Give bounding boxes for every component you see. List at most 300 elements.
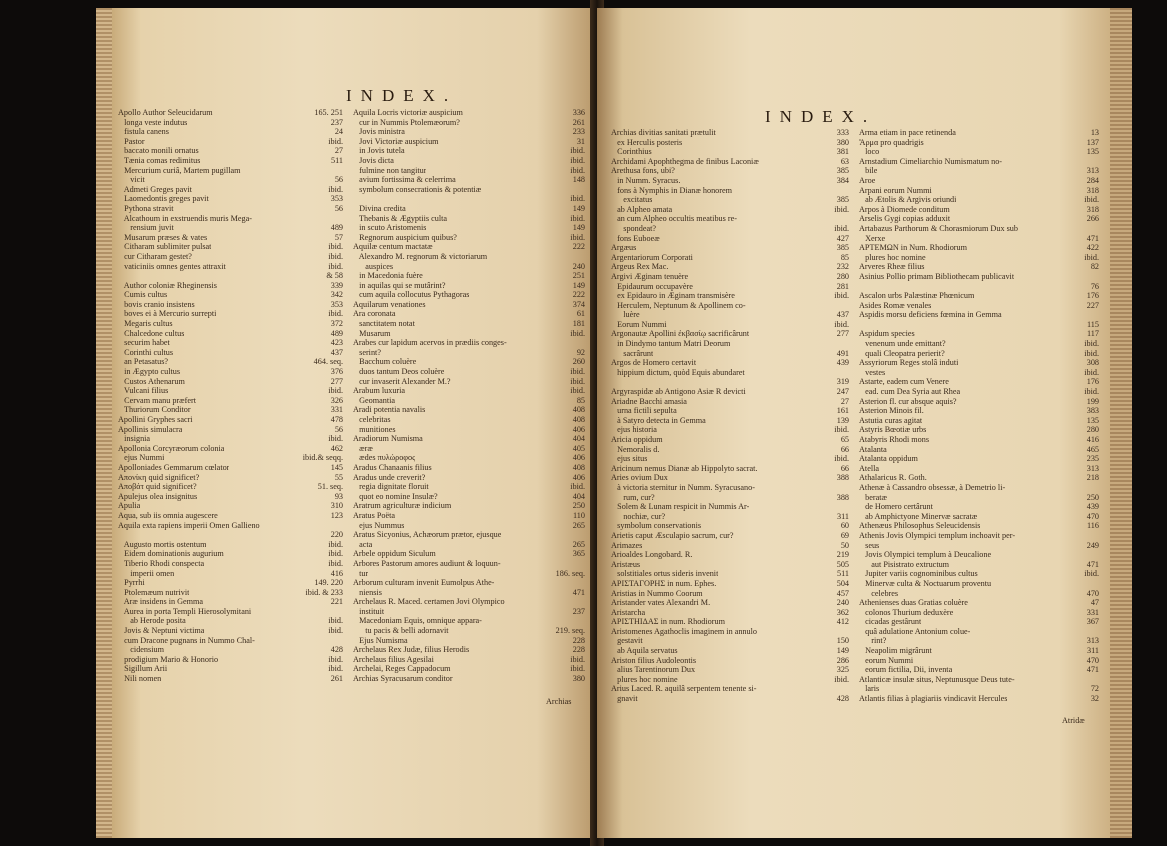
index-entry bbox=[611, 416, 849, 426]
index-entry bbox=[859, 339, 1099, 349]
index-term: Bacchum coluère bbox=[353, 357, 417, 367]
index-entry bbox=[118, 444, 343, 454]
left-column-1 bbox=[118, 108, 343, 684]
index-term: avium fortissima & celerrima bbox=[353, 175, 456, 185]
index-entry bbox=[353, 194, 585, 204]
index-page-ref: 220 bbox=[330, 530, 343, 540]
index-term: Aradus unde creverit? bbox=[353, 472, 426, 482]
index-term: Assyriorum Reges stolâ induti bbox=[859, 358, 959, 368]
index-entry bbox=[611, 675, 849, 685]
index-term: Apollo Author Seleucidarum bbox=[118, 108, 213, 117]
index-page-ref: ibid. bbox=[570, 232, 585, 242]
index-page-ref bbox=[582, 597, 585, 607]
index-page-ref: 65 bbox=[840, 435, 849, 444]
index-page-ref bbox=[846, 301, 849, 311]
index-term: Ejus Numisma bbox=[353, 635, 408, 645]
index-entry bbox=[353, 300, 585, 310]
index-term: rum, cur? bbox=[611, 492, 655, 502]
index-entry bbox=[353, 127, 585, 137]
index-term: cum aquila collocutus Pythagoras bbox=[353, 290, 470, 300]
index-page-ref: 404 bbox=[572, 434, 585, 444]
index-entry bbox=[611, 502, 849, 512]
index-term: Atella bbox=[859, 463, 880, 473]
index-entry bbox=[611, 473, 849, 483]
index-term: vestes bbox=[859, 367, 886, 377]
index-term: Asterion fl. cur absque aquis? bbox=[859, 396, 957, 406]
index-entry bbox=[118, 233, 343, 243]
index-term: sacrârunt bbox=[611, 348, 654, 358]
index-term: Aquilæ centum mactatæ bbox=[353, 242, 433, 252]
index-entry bbox=[611, 397, 849, 407]
index-entry bbox=[118, 166, 343, 176]
index-page-ref: ibid. bbox=[1084, 387, 1099, 397]
index-term: Argentariorum Corporati bbox=[611, 252, 693, 262]
index-entry bbox=[859, 502, 1099, 512]
index-term: Aqua, sub iis omnia augescere bbox=[118, 510, 218, 520]
index-term: Atalanta bbox=[859, 444, 887, 454]
index-page-ref: 249 bbox=[1086, 540, 1099, 550]
index-term: Apollini Gryphes sacri bbox=[118, 415, 193, 424]
index-term: Athenæ à Cassandro obsessæ, à Demetrio li- bbox=[859, 482, 1006, 492]
index-term: Pythona stravit bbox=[118, 203, 174, 213]
index-entry bbox=[859, 627, 1099, 637]
index-entry bbox=[118, 559, 343, 569]
index-entry bbox=[859, 493, 1099, 503]
index-term: Apolloniades Gemmarum cœlator bbox=[118, 462, 230, 472]
index-page-ref bbox=[1096, 224, 1099, 234]
index-entry bbox=[353, 597, 585, 607]
index-page-ref bbox=[340, 607, 343, 617]
index-page-ref bbox=[340, 521, 343, 531]
index-page-ref: 222 bbox=[572, 242, 585, 252]
index-term: in Dindymo tantum Matri Deorum bbox=[611, 339, 731, 349]
index-entry bbox=[611, 195, 849, 205]
index-term: Eorum Nummi bbox=[611, 319, 667, 329]
index-entry bbox=[859, 157, 1099, 167]
index-term: ædes πυλώροφος bbox=[353, 453, 416, 463]
index-entry bbox=[118, 386, 343, 396]
index-term: colonos Thurium deduxère bbox=[859, 607, 954, 617]
index-term: venenum unde emittant? bbox=[859, 339, 946, 349]
index-term: tur bbox=[353, 568, 369, 578]
index-term: ejus Nummus bbox=[353, 520, 405, 530]
index-page-ref: 388 bbox=[836, 473, 849, 483]
index-term: in Numm. Syracus. bbox=[611, 175, 681, 185]
index-page-ref: 286 bbox=[836, 655, 849, 665]
index-page-ref: ibid. bbox=[570, 664, 585, 674]
index-term: Sigillum Arii bbox=[118, 664, 168, 674]
index-page-ref: 471 bbox=[1086, 559, 1099, 569]
index-entry bbox=[859, 214, 1099, 224]
index-page-ref: 149 bbox=[572, 280, 585, 290]
index-page-ref: ibid. bbox=[328, 251, 343, 261]
index-page-ref: 404 bbox=[572, 491, 585, 501]
index-term: laris bbox=[859, 684, 880, 694]
index-term: insignia bbox=[118, 434, 151, 444]
index-entry bbox=[118, 185, 343, 195]
index-page-ref: 135 bbox=[1086, 415, 1099, 425]
index-page-ref: 232 bbox=[836, 262, 849, 272]
index-page-ref: ibid. bbox=[570, 213, 585, 223]
index-entry bbox=[353, 204, 585, 214]
index-entry bbox=[859, 473, 1099, 483]
index-entry bbox=[611, 329, 849, 339]
index-page-ref: 261 bbox=[572, 117, 585, 127]
index-page-ref bbox=[1096, 272, 1099, 282]
index-entry bbox=[611, 541, 849, 551]
index-page-ref: 237 bbox=[330, 117, 343, 127]
index-entry bbox=[611, 349, 849, 359]
index-page-ref: ibid. bbox=[328, 558, 343, 568]
index-entry bbox=[118, 434, 343, 444]
index-entry bbox=[118, 118, 343, 128]
index-entry bbox=[118, 530, 343, 540]
index-term: Admeti Greges pavit bbox=[118, 184, 192, 194]
index-term: Aspidum species bbox=[859, 329, 915, 339]
index-page-ref: ibid. bbox=[570, 482, 585, 492]
index-page-ref: 92 bbox=[576, 347, 585, 357]
index-entry bbox=[118, 473, 343, 483]
index-term: cidensium bbox=[118, 645, 164, 655]
index-term: Thebanis & Ægyptiis culta bbox=[353, 213, 447, 223]
index-page-ref: 135 bbox=[1086, 147, 1099, 157]
index-page-ref: ibid. & 233 bbox=[305, 587, 343, 597]
index-term: duos tantum Deos coluère bbox=[353, 367, 445, 377]
index-entry bbox=[353, 233, 585, 243]
index-term: fulmine non tangitur bbox=[353, 165, 427, 175]
index-entry bbox=[353, 569, 585, 579]
index-term: Arioaldes Longobard. R. bbox=[611, 550, 693, 560]
index-entry bbox=[611, 310, 849, 320]
index-term: rensium juvit bbox=[118, 223, 174, 233]
index-term: quali Cleopatra perierit? bbox=[859, 348, 945, 358]
index-page-ref: ibid. bbox=[570, 146, 585, 156]
index-entry bbox=[859, 617, 1099, 627]
index-term: Arimazes bbox=[611, 540, 643, 550]
index-entry bbox=[353, 434, 585, 444]
index-entry bbox=[118, 309, 343, 319]
index-entry bbox=[118, 453, 343, 463]
index-page-ref: 313 bbox=[1086, 166, 1099, 176]
index-term: ab Aquila servatus bbox=[611, 646, 678, 656]
index-page-ref: 318 bbox=[1086, 204, 1099, 214]
index-page-ref: 342 bbox=[330, 290, 343, 300]
index-term: Asinius Pollio primam Bibliothecam publicavit bbox=[859, 271, 1015, 281]
index-term: Augusto mortis ostentum bbox=[118, 539, 207, 549]
index-term: quâ adulatione Antonium colue- bbox=[859, 626, 971, 636]
index-term: Divina credita bbox=[353, 203, 406, 213]
index-entry bbox=[353, 453, 585, 463]
index-page-ref bbox=[582, 252, 585, 262]
index-term: Musarum præses & vates bbox=[118, 232, 208, 242]
index-page-ref: 228 bbox=[572, 645, 585, 655]
index-entry bbox=[859, 454, 1099, 464]
index-entry bbox=[353, 348, 585, 358]
index-page-ref: 116 bbox=[1087, 521, 1099, 531]
index-term: Aquila exta rapiens imperii Omen Gallieno bbox=[118, 520, 260, 530]
index-term: instituit bbox=[353, 606, 385, 616]
index-term: cur Citharam gestet? bbox=[118, 251, 192, 261]
index-term: Citharam sublimiter pulsat bbox=[118, 242, 212, 252]
index-page-ref: ibid. bbox=[328, 242, 343, 252]
index-page-ref: ibid. bbox=[1084, 367, 1099, 377]
index-term: Aratus Sicyonius, Achæorum prætor, ejusque bbox=[353, 530, 502, 540]
index-entry bbox=[859, 531, 1099, 541]
index-page-ref: ibid. bbox=[328, 386, 343, 396]
index-page-ref: ibid. bbox=[328, 261, 343, 271]
index-page-ref: ibid. bbox=[570, 155, 585, 165]
index-entry bbox=[859, 598, 1099, 608]
index-term: Aurea in porta Templi Hierosolymitani bbox=[118, 606, 252, 616]
index-entry bbox=[118, 156, 343, 166]
index-page-ref bbox=[582, 530, 585, 540]
index-term: aut Pisistrato extructum bbox=[859, 559, 950, 569]
index-entry bbox=[611, 253, 849, 263]
index-page-ref: 478 bbox=[330, 415, 343, 424]
index-page-ref: 408 bbox=[572, 462, 585, 472]
index-term: Nili nomen bbox=[118, 674, 162, 684]
index-entry bbox=[859, 684, 1099, 694]
index-term: vaticiniis omnes gentes attraxit bbox=[118, 261, 226, 271]
index-page-ref bbox=[1096, 675, 1099, 685]
index-entry bbox=[118, 578, 343, 588]
index-page-ref: 465 bbox=[1086, 444, 1099, 454]
index-entry bbox=[118, 645, 343, 655]
index-page-ref: 32 bbox=[1090, 694, 1099, 704]
index-entry bbox=[611, 377, 849, 387]
index-page-ref: 176 bbox=[1086, 377, 1099, 387]
index-term: Archidami Apophthegma de finibus Laconiæ bbox=[611, 156, 759, 166]
index-term: excitatus bbox=[611, 195, 653, 205]
index-term: hippium dictum, quòd Equis abundaret bbox=[611, 367, 745, 377]
index-page-ref: 365 bbox=[572, 549, 585, 559]
index-page-ref: 331 bbox=[1086, 607, 1099, 617]
index-term: ejus historia bbox=[611, 425, 657, 435]
index-page-ref: ibid. bbox=[1084, 195, 1099, 205]
index-entry bbox=[353, 636, 585, 646]
index-entry bbox=[353, 185, 585, 195]
index-entry bbox=[118, 146, 343, 156]
index-term: Archelai, Reges Cappadocum bbox=[353, 664, 451, 674]
index-term: à victoria sternitur in Numm. Syracusano- bbox=[611, 482, 755, 492]
index-term: Ascalon urbs Palæstinæ Phœnicum bbox=[859, 291, 975, 301]
index-page-ref: 237 bbox=[572, 606, 585, 616]
left-catchword: Archias bbox=[546, 697, 572, 706]
index-entry bbox=[859, 301, 1099, 311]
index-page-ref: 69 bbox=[840, 530, 849, 540]
index-term: Astyris Bœotiæ urbs bbox=[859, 425, 927, 435]
index-entry bbox=[611, 550, 849, 560]
index-term: in Jovis tutela bbox=[353, 146, 405, 156]
index-term: Argivi Æginam tenuère bbox=[611, 271, 689, 281]
index-page-ref: 380 bbox=[836, 137, 849, 147]
index-term: ejus situs bbox=[611, 454, 648, 464]
index-page-ref: ibid. bbox=[1084, 348, 1099, 358]
index-page-ref: 60 bbox=[840, 521, 849, 531]
index-term: loco bbox=[859, 147, 880, 157]
index-entry bbox=[611, 617, 849, 627]
index-term: Xerxe bbox=[859, 233, 886, 243]
index-page-ref: 115 bbox=[1087, 319, 1099, 329]
index-entry bbox=[859, 406, 1099, 416]
index-term: Arabes cur lapidum acervos in prædiis conges- bbox=[353, 338, 507, 348]
index-page-ref: 380 bbox=[572, 674, 585, 684]
index-page-ref: 251 bbox=[572, 271, 585, 281]
index-page-ref: 261 bbox=[330, 674, 343, 684]
index-page-ref bbox=[846, 368, 849, 378]
right-page-edge bbox=[1110, 8, 1132, 838]
index-term: seus bbox=[859, 540, 880, 550]
index-entry bbox=[118, 540, 343, 550]
index-term: luère bbox=[611, 310, 640, 320]
index-entry bbox=[859, 589, 1099, 599]
index-term: Atlantis filias à plagiariis vindicavit Hercules bbox=[859, 694, 1008, 704]
index-term: bile bbox=[859, 166, 878, 176]
index-entry bbox=[611, 205, 849, 215]
index-term: Aradi potentia navalis bbox=[353, 405, 426, 415]
index-term: Jovis ministra bbox=[353, 127, 405, 137]
index-page-ref: 235 bbox=[1086, 454, 1099, 464]
index-term: Tænia comas redimitus bbox=[118, 155, 201, 165]
index-term: Aristias in Nummo Coorum bbox=[611, 588, 703, 598]
index-entry bbox=[118, 664, 343, 674]
index-term: Pyrrhi bbox=[118, 578, 145, 588]
index-term: Arpos à Diomede conditum bbox=[859, 204, 950, 214]
index-page-ref: 277 bbox=[330, 376, 343, 386]
index-term: cur invaserit Alexander M.? bbox=[353, 376, 451, 386]
index-entry bbox=[611, 186, 849, 196]
index-entry bbox=[353, 521, 585, 531]
index-page-ref: 319 bbox=[836, 377, 849, 387]
index-entry bbox=[611, 694, 849, 704]
index-page-ref: ibid. bbox=[570, 654, 585, 664]
index-page-ref: ibid. bbox=[570, 386, 585, 396]
index-term: ejus Nummi bbox=[118, 453, 165, 463]
index-entry bbox=[611, 560, 849, 570]
index-entry bbox=[859, 272, 1099, 282]
index-term: ΑΡΙΣΤΗΙΔΑΣ in num. Rhodiorum bbox=[611, 617, 725, 627]
index-entry bbox=[611, 291, 849, 301]
index-entry bbox=[118, 511, 343, 521]
index-page-ref bbox=[846, 483, 849, 493]
index-entry bbox=[353, 319, 585, 329]
index-term: gestavit bbox=[611, 636, 643, 646]
index-term: Tiberio Rhodi conspecta bbox=[118, 558, 205, 568]
index-entry bbox=[611, 435, 849, 445]
index-entry bbox=[118, 549, 343, 559]
index-term: in aquilas qui se mutârint? bbox=[353, 280, 446, 290]
index-term: plures hoc nomine bbox=[611, 674, 678, 684]
index-entry bbox=[118, 252, 343, 262]
left-page bbox=[112, 8, 595, 838]
index-term: Apollinis simulacra bbox=[118, 424, 183, 434]
index-term: Ptolemæum nutrivit bbox=[118, 587, 190, 597]
index-page-ref: 470 bbox=[1086, 511, 1099, 521]
index-entry bbox=[118, 127, 343, 137]
index-page-ref: 437 bbox=[836, 310, 849, 320]
index-page-ref bbox=[846, 186, 849, 196]
index-term: Apollonia Corcyræorum colonia bbox=[118, 443, 225, 453]
index-page-ref: 47 bbox=[1090, 598, 1099, 608]
index-entry bbox=[611, 665, 849, 675]
index-entry bbox=[353, 377, 585, 387]
index-entry bbox=[611, 627, 849, 637]
index-entry bbox=[118, 108, 343, 118]
index-entry bbox=[118, 636, 343, 646]
index-term: serint? bbox=[353, 347, 381, 357]
index-term: Corinthius bbox=[611, 147, 652, 157]
index-term: Solem & Lunam respicit in Nummis Ar- bbox=[611, 502, 750, 512]
index-page-ref: 50 bbox=[840, 540, 849, 550]
index-entry bbox=[118, 569, 343, 579]
index-term: in Macedonia fuère bbox=[353, 271, 423, 281]
index-page-ref: ibid. bbox=[570, 165, 585, 175]
index-entry bbox=[611, 636, 849, 646]
index-term: Cumis cultus bbox=[118, 290, 168, 300]
index-page-ref: 489 bbox=[330, 328, 343, 338]
index-entry bbox=[859, 569, 1099, 579]
index-page-ref: 427 bbox=[836, 233, 849, 243]
index-entry bbox=[118, 492, 343, 502]
index-page-ref: ibid. bbox=[328, 626, 343, 636]
index-entry bbox=[859, 550, 1099, 560]
index-entry bbox=[859, 512, 1099, 522]
index-page-ref: ibid. bbox=[328, 616, 343, 626]
index-term: Jovis Olympici templum à Deucalione bbox=[859, 550, 992, 560]
index-entry bbox=[859, 665, 1099, 675]
index-entry bbox=[611, 598, 849, 608]
index-entry bbox=[859, 521, 1099, 531]
index-page-ref: 31 bbox=[576, 136, 585, 146]
index-entry bbox=[859, 138, 1099, 148]
index-term: Archelaus R. Maced. certamen Jovi Olympico bbox=[353, 597, 505, 607]
index-page-ref: 408 bbox=[572, 415, 585, 424]
index-entry bbox=[353, 444, 585, 454]
index-term: Atlanticæ insulæ situs, Neptunusque Deus tute- bbox=[859, 674, 1015, 684]
index-term: Arabum luxuria bbox=[353, 386, 406, 396]
index-entry bbox=[118, 357, 343, 367]
index-term: ead. cum Dea Syria aut Rhea bbox=[859, 387, 961, 397]
index-page-ref: ibid. bbox=[834, 223, 849, 233]
index-page-ref bbox=[1096, 627, 1099, 637]
index-entry bbox=[353, 252, 585, 262]
index-term: Aristarcha bbox=[611, 607, 646, 617]
index-entry bbox=[118, 626, 343, 636]
index-page-ref: 384 bbox=[836, 175, 849, 185]
index-term: imperii omen bbox=[118, 568, 175, 578]
index-page-ref: 376 bbox=[330, 367, 343, 377]
index-term: Artabazus Parthorum & Chorasmiorum Dux sub bbox=[859, 223, 1018, 233]
index-entry bbox=[353, 578, 585, 588]
index-page-ref: ibid. bbox=[328, 136, 343, 146]
index-term: Απονίκη quid significet? bbox=[118, 472, 200, 482]
index-page-ref: ibid. bbox=[834, 204, 849, 214]
index-entry bbox=[353, 645, 585, 655]
index-entry bbox=[353, 511, 585, 521]
index-page-ref: 61 bbox=[576, 309, 585, 319]
index-entry bbox=[353, 540, 585, 550]
index-page-ref: 412 bbox=[836, 617, 849, 627]
index-page-ref: 489 bbox=[330, 223, 343, 233]
index-page-ref: 353 bbox=[330, 194, 343, 204]
index-term: sanctitatem notat bbox=[353, 319, 415, 329]
index-page-ref: ibid. bbox=[328, 549, 343, 559]
index-entry bbox=[353, 357, 585, 367]
index-entry bbox=[353, 549, 585, 559]
index-page-ref: 439 bbox=[1086, 502, 1099, 512]
index-entry bbox=[611, 684, 849, 694]
index-page-ref: 405 bbox=[572, 443, 585, 453]
